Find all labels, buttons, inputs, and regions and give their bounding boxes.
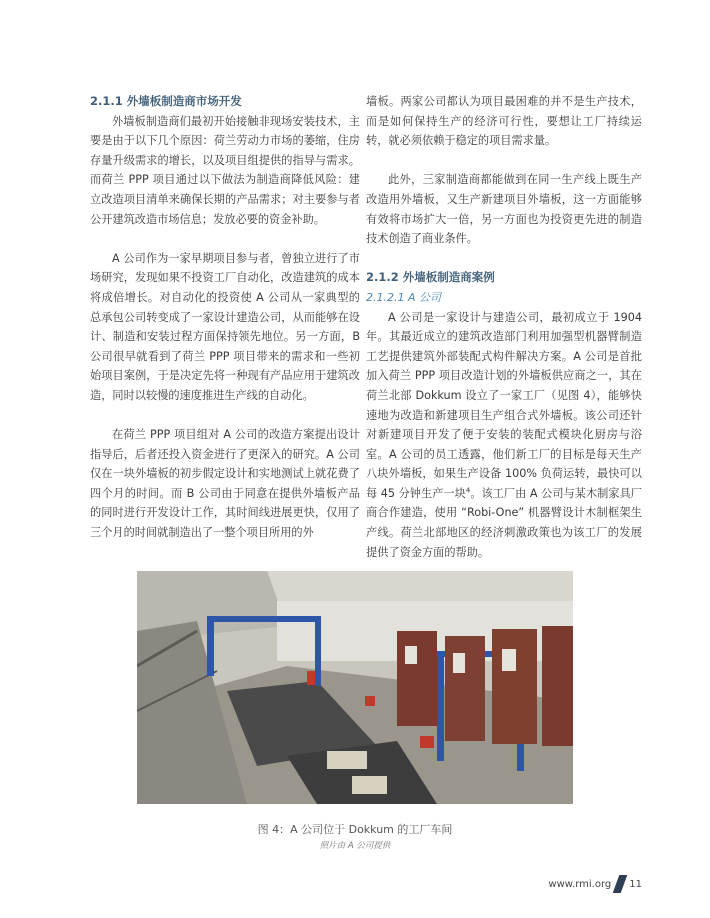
factory-photo <box>137 571 573 804</box>
right-column <box>366 92 642 562</box>
paragraph: 墙板。两家公司都认为项目最困难的并不是生产技术，而是如何保持生产的经济可行性，要想让工厂持续运转，就必须依赖于稳定的项目需求量。 <box>366 95 642 148</box>
figure-caption: 图 4：A 公司位于 Dokkum 的工厂车间 <box>257 823 453 836</box>
page-number: 11 <box>629 878 642 890</box>
page-footer <box>548 875 642 893</box>
section-heading-2-1-1: 2.1.1 外墙板制造商市场开发 <box>90 94 242 108</box>
left-column <box>90 92 360 543</box>
footnote-ref: 4 <box>465 486 471 495</box>
paragraph-text: A 公司是一家设计与建造公司，最初成立于 1904 年。其最近成立的建筑改造部门利用加强型机器臂制造工艺提供建筑外部装配式构件解决方案。A 公司是首批加入荷兰 PPP 项目改造计划的外墙板供应商之一，其在荷兰北部 Dokkum 设立了一家工厂（见图 4），能够快速地为改造和新建项目生产组合式外墙板。该公司还针对新建项目开发了便于安装的装配式模块化厨房与浴室。A 公司的员工透露，他们新工厂的目标是每天生产八块外墙板，如果生产设备 100% 负荷运转，最快可以每 45 分钟生产一块 <box>366 310 642 500</box>
photo-credit: 照片由 A 公司提供 <box>319 841 391 851</box>
paragraph: A 公司作为一家早期项目参与者，曾独立进行了市场研究，发现如果不投资工厂自动化，改造建筑的成本将成倍增长。对自动化的投资使 A 公司从一家典型的总承包公司转变成了一家设计建造公司，从而能够在设计、制造和安装过程方面保持领先地位。另一方面，B 公司很早就看到了荷兰 PPP 项目带来的需求和一些初始项目案例，于是决定先将一种现有产品应用于建筑改造，同时以较慢的速度推进生产线的自动化。 <box>90 251 360 402</box>
subsection-heading-2-1-2-1: 2.1.2.1 A 公司 <box>366 290 442 304</box>
paragraph: 此外，三家制造商都能做到在同一生产线上既生产改造用外墙板，又生产新建项目外墙板，这一方面能够有效将市场扩大一倍，另一方面也为投资更先进的制造技术创造了商业条件。 <box>366 173 642 246</box>
section-heading-2-1-2: 2.1.2 外墙板制造商案例 <box>366 270 495 285</box>
paragraph: 外墙板制造商们最初开始接触非现场安装技术，主要是由于以下几个原因：荷兰劳动力市场的萎缩，住房存量升级需求的增长，以及项目组提供的指导与需求。而荷兰 PPP 项目通过以下做法为制造商降低风险：建立改造项目清单来确保长期的产品需求；对主要参与者公开建筑改造市场信息；发放必要的资金补助。 <box>90 114 360 226</box>
paragraph: 在荷兰 PPP 项目组对 A 公司的改造方案提出设计指导后，后者还投入资金进行了更深入的研究。A 公司仅在一块外墙板的初步假定设计和实地测试上就花费了四个月的时间。而 B 公司由于同意在提供外墙板产品的同时进行开发设计工作，其时间线进展更快，仅用了三个月的时间就制造出了一整个项目所用的外 <box>90 428 360 540</box>
slash-icon <box>613 875 628 893</box>
paragraph <box>366 308 642 563</box>
paragraph-text: 。该工厂由 A 公司与某木制家具厂商合作建造，使用 “Robi-One” 机器臂设计木制框架生产线。荷兰北部地区的经济刺激政策也为该工厂的发展提供了资金方面的帮助。 <box>366 486 642 559</box>
footer-url: www.rmi.org <box>548 878 612 890</box>
